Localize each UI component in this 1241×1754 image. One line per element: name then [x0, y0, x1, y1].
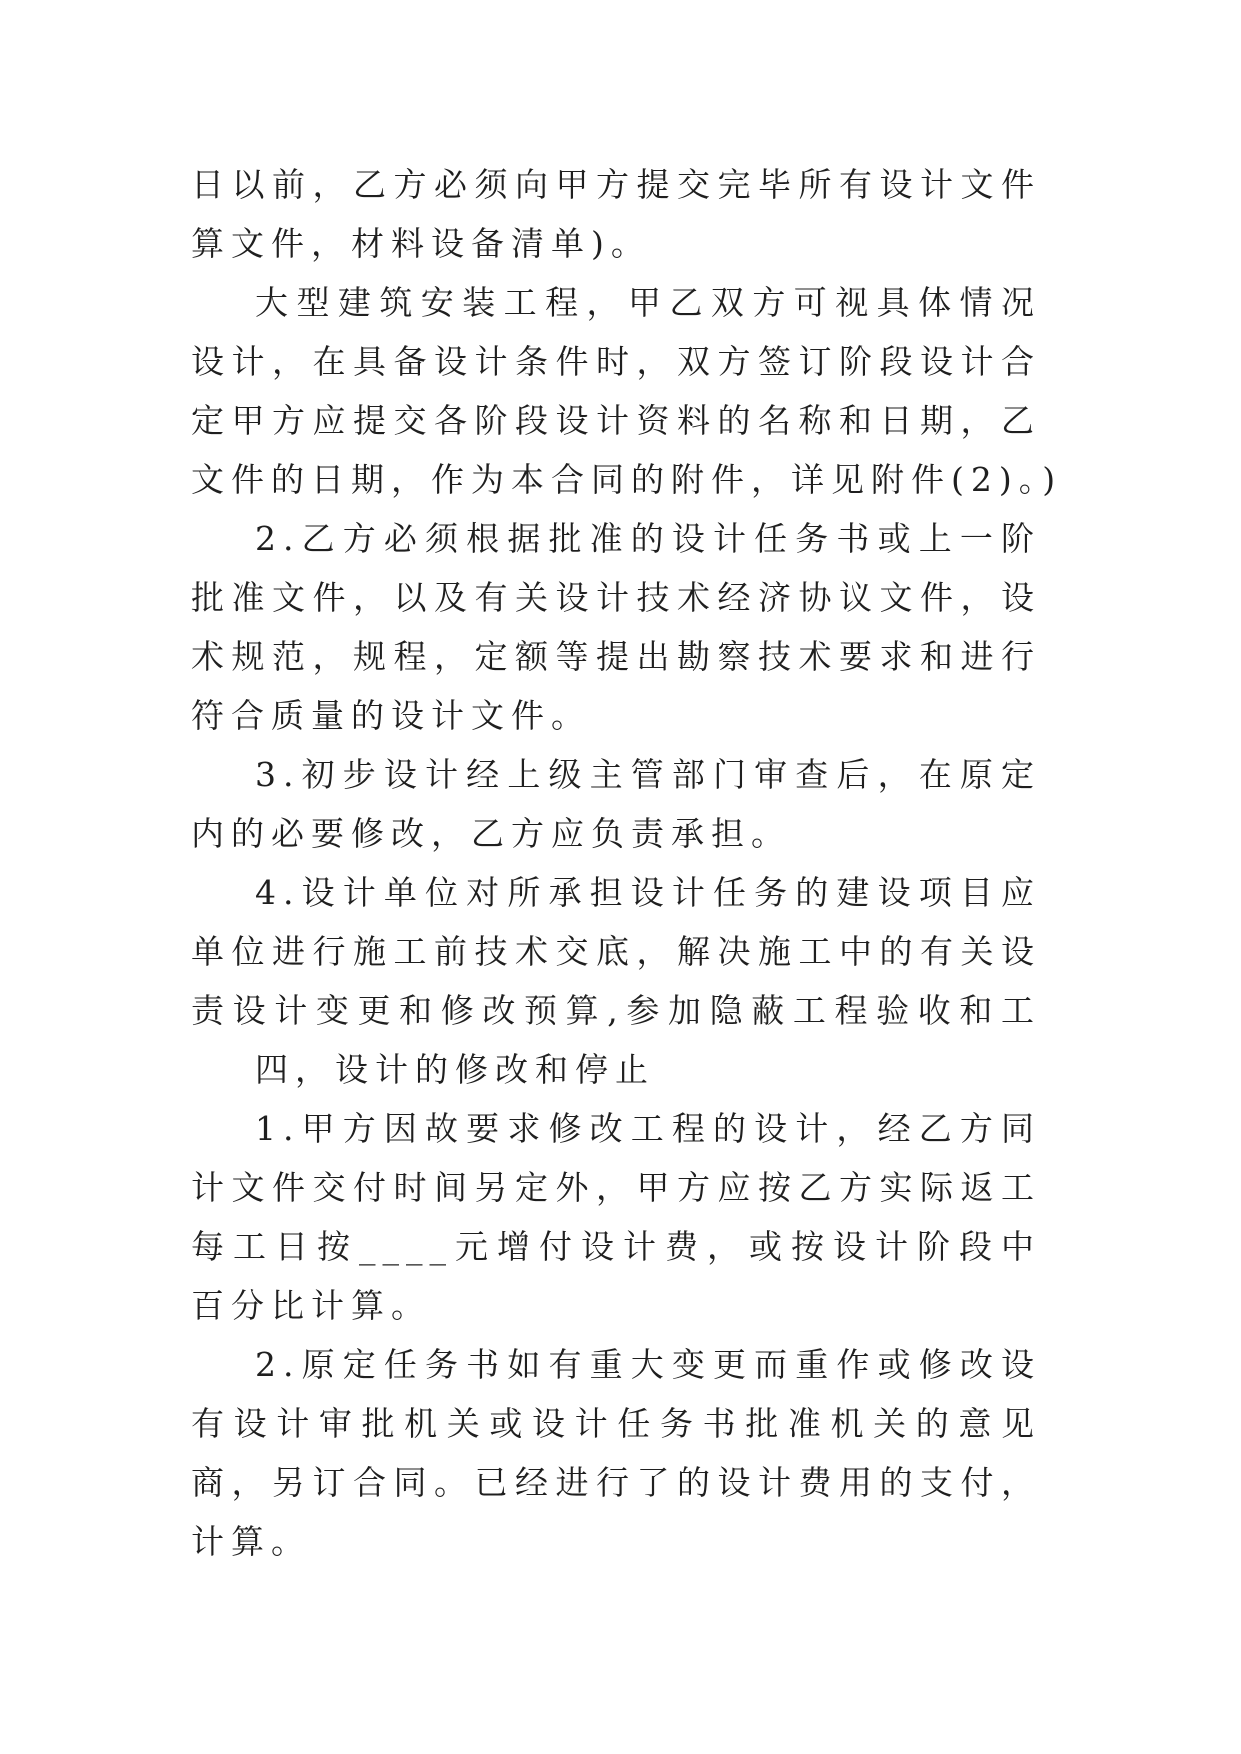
text-line: 计算。	[191, 1522, 311, 1561]
paragraph-first-line: 1.甲方因故要求修改工程的设计，经乙方同	[255, 1109, 1041, 1148]
text-line: 单位进行施工前技术交底，解决施工中的有关设	[191, 932, 1041, 971]
text-line: 内的必要修改，乙方应负责承担。	[191, 814, 791, 853]
text-line: 有设计审批机关或设计任务书批准机关的意见	[191, 1404, 1041, 1443]
text-line: 每工日按____元增付设计费，或按设计阶段中	[191, 1227, 1041, 1266]
document-body	[191, 155, 1063, 1571]
text-line: 文件的日期，作为本合同的附件，详见附件(2)。)	[191, 460, 1063, 499]
text-line: 日以前，乙方必须向甲方提交完毕所有设计文件	[191, 165, 1041, 204]
paragraph-first-line: 4.设计单位对所承担设计任务的建设项目应	[255, 873, 1041, 912]
text-line: 计文件交付时间另定外，甲方应按乙方实际返工	[191, 1168, 1041, 1207]
text-line: 批准文件，以及有关设计技术经济协议文件，设	[191, 578, 1041, 617]
paragraph-first-line: 3.初步设计经上级主管部门审查后，在原定	[255, 755, 1041, 794]
paragraph-first-line: 大型建筑安装工程，甲乙双方可视具体情况	[255, 283, 1041, 322]
text-line: 百分比计算。	[191, 1286, 431, 1325]
text-line: 设计，在具备设计条件时，双方签订阶段设计合	[191, 342, 1041, 381]
text-line: 符合质量的设计文件。	[191, 696, 591, 735]
text-line: 术规范，规程，定额等提出勘察技术要求和进行	[191, 637, 1041, 676]
section-heading: 四，设计的修改和停止	[255, 1050, 655, 1089]
paragraph-first-line: 2.乙方必须根据批准的设计任务书或上一阶	[255, 519, 1041, 558]
paragraph-first-line: 2.原定任务书如有重大变更而重作或修改设	[255, 1345, 1041, 1384]
text-line: 商，另订合同。已经进行了的设计费用的支付，	[191, 1463, 1041, 1502]
text-line: 责设计变更和修改预算,参加隐蔽工程验收和工	[191, 991, 1041, 1030]
text-line: 定甲方应提交各阶段设计资料的名称和日期，乙	[191, 401, 1041, 440]
text-line: 算文件，材料设备清单)。	[191, 224, 651, 263]
